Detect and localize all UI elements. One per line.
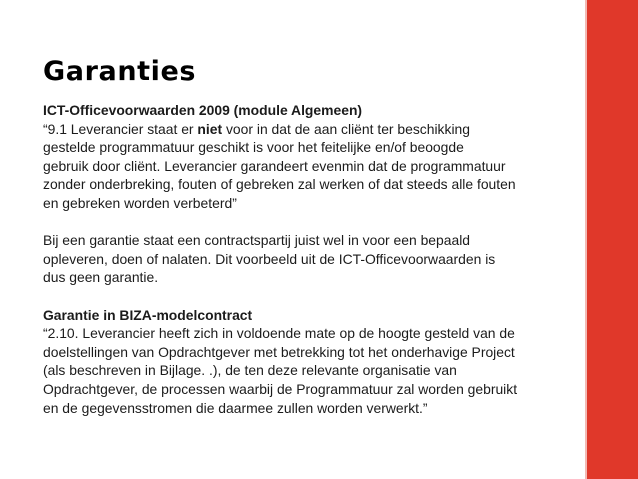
section-heading-biza: Garantie in BIZA-modelcontract xyxy=(43,306,253,323)
section-heading-ict-office: ICT-Officevoorwaarden 2009 (module Algemeen) xyxy=(43,102,363,118)
paragraph-gap xyxy=(43,287,583,306)
slide-title: Garanties xyxy=(43,56,197,87)
quote-line: “2.10. Leverancier heeft zich in voldoende mate op de hoogte gesteld van de xyxy=(43,325,515,342)
quote-line: gestelde programmatuur geschikt is voor het feitelijke en/of beoogde xyxy=(43,139,464,156)
quote-line: en de gegevensstromen die daarmee zullen worden verwerkt.” xyxy=(43,399,428,416)
accent-band-edge xyxy=(585,0,587,479)
paragraph-line: dus geen garantie. xyxy=(43,269,159,286)
slide-body xyxy=(43,101,583,417)
quote-line: gebruik door cliënt. Leverancier garandeert evenmin dat de programmatuur xyxy=(43,157,506,174)
quote-line xyxy=(43,120,583,139)
paragraph-line: Bij een garantie staat een contractspartij juist wel in voor een bepaald xyxy=(43,232,471,249)
quote-line: zonder onderbreking, fouten of gebreken zal werken of dat steeds alle fouten xyxy=(43,176,516,193)
paragraph-gap xyxy=(43,213,583,232)
quote-line: Opdrachtgever, de processen waarbij de Programmatuur zal worden gebruikt xyxy=(43,380,518,397)
paragraph-line: opleveren, doen of nalaten. Dit voorbeeld uit de ICT-Officevoorwaarden is xyxy=(43,250,496,267)
emphasis-text: niet xyxy=(197,120,223,137)
quote-text: voor in dat de aan cliënt ter beschikking xyxy=(222,120,470,137)
accent-band xyxy=(585,0,638,479)
quote-line: en gebreken worden verbeterd” xyxy=(43,194,237,211)
quote-line: (als beschreven in Bijlage. .), de ten deze relevante organisatie van xyxy=(43,362,457,379)
quote-line: doelstellingen van Opdrachtgever met betrekking tot het onderhavige Project xyxy=(43,343,515,360)
quote-text: “9.1 Leverancier staat er xyxy=(43,120,198,137)
